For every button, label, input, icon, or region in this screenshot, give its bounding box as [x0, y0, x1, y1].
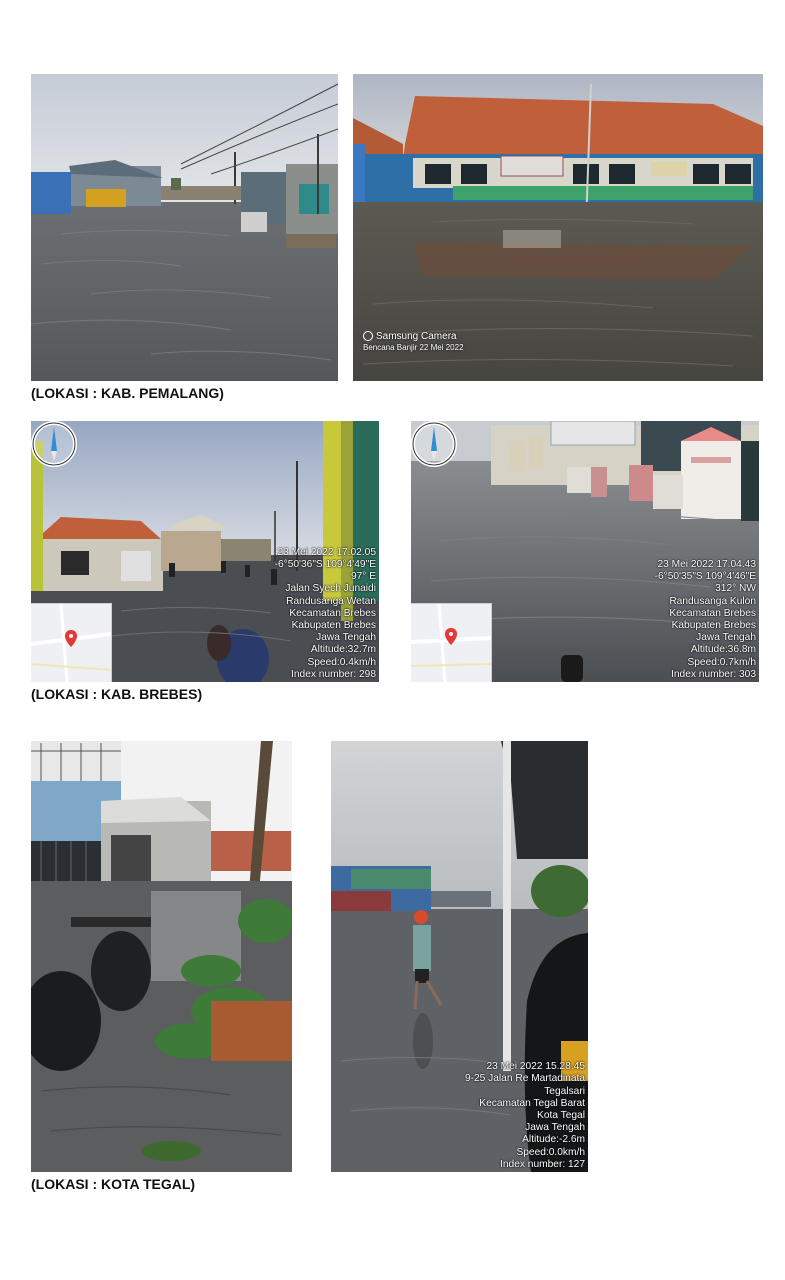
watermark-subtitle: Bencana Banjir 22 Mei 2022 — [363, 343, 464, 352]
overlay-line: Randusanga Kulon — [669, 595, 756, 607]
overlay-line: Altitude:36.8m — [690, 644, 756, 656]
overlay-line: Jawa Tengah — [696, 632, 756, 644]
overlay-line: -6°50'35"S 109°4'46"E — [654, 571, 756, 583]
overlay-line: Jalan Syech Junaidi — [285, 583, 376, 595]
overlay-line: Jawa Tengah — [316, 632, 376, 644]
overlay-line: Speed:0.7km/h — [687, 656, 756, 668]
compass-icon — [411, 421, 457, 467]
overlay-line: -6°50'36"S 109°4'49"E — [274, 558, 376, 570]
overlay-line: Kecamatan Brebes — [289, 607, 376, 619]
gps-overlay-brebes-right — [655, 559, 756, 681]
gps-overlay-brebes-left — [275, 547, 376, 681]
overlay-line: Kabupaten Brebes — [291, 619, 376, 631]
overlay-line: 97° E — [350, 571, 376, 583]
overlay-line: Kota Tegal — [537, 1109, 585, 1121]
overlay-line: Speed:0.4km/h — [307, 656, 376, 668]
overlay-line: 9-25 Jalan Re Martadinata — [464, 1073, 585, 1085]
overlay-line: Index number: 298 — [291, 668, 376, 680]
location-minimap — [411, 603, 492, 682]
photo-tegal-left — [31, 741, 292, 1172]
overlay-line: Kabupaten Brebes — [671, 619, 756, 631]
overlay-line: Tegalsari — [544, 1085, 585, 1097]
overlay-line: Altitude:32.7m — [310, 644, 376, 656]
caption-brebes: (LOKASI : KAB. BREBES) — [31, 686, 203, 702]
overlay-line: 312° NW — [715, 583, 756, 595]
overlay-line: Altitude:-2.6m — [522, 1134, 585, 1146]
overlay-line: Kecamatan Tegal Barat — [479, 1097, 585, 1109]
overlay-line: 23 Mei 2022 15.28.45 — [486, 1061, 585, 1073]
photo-brebes-left — [31, 421, 379, 682]
caption-tegal: (LOKASI : KOTA TEGAL) — [31, 1176, 196, 1192]
photo-pemalang-street — [31, 74, 338, 381]
overlay-line: Kecamatan Brebes — [669, 607, 756, 619]
overlay-line: 23 Mei 2022 17.02.05 — [277, 546, 376, 558]
camera-watermark — [363, 331, 464, 353]
caption-pemalang: (LOKASI : KAB. PEMALANG) — [31, 385, 224, 401]
overlay-line: 23 Mei 2022 17.04.43 — [657, 558, 756, 570]
photo-tegal-right — [331, 741, 588, 1172]
camera-icon — [363, 331, 373, 341]
overlay-line: Index number: 303 — [671, 668, 756, 680]
photo-brebes-right — [411, 421, 759, 682]
overlay-line: Speed:0.0km/h — [516, 1146, 585, 1158]
compass-icon — [31, 421, 77, 467]
location-minimap — [31, 603, 112, 682]
photo-pemalang-school — [353, 74, 763, 381]
overlay-line: Randusanga Wetan — [286, 595, 376, 607]
watermark-brand: Samsung Camera — [376, 331, 457, 342]
gps-overlay-tegal — [465, 1061, 585, 1171]
overlay-line: Index number: 127 — [500, 1158, 585, 1170]
overlay-line: Jawa Tengah — [525, 1122, 585, 1134]
